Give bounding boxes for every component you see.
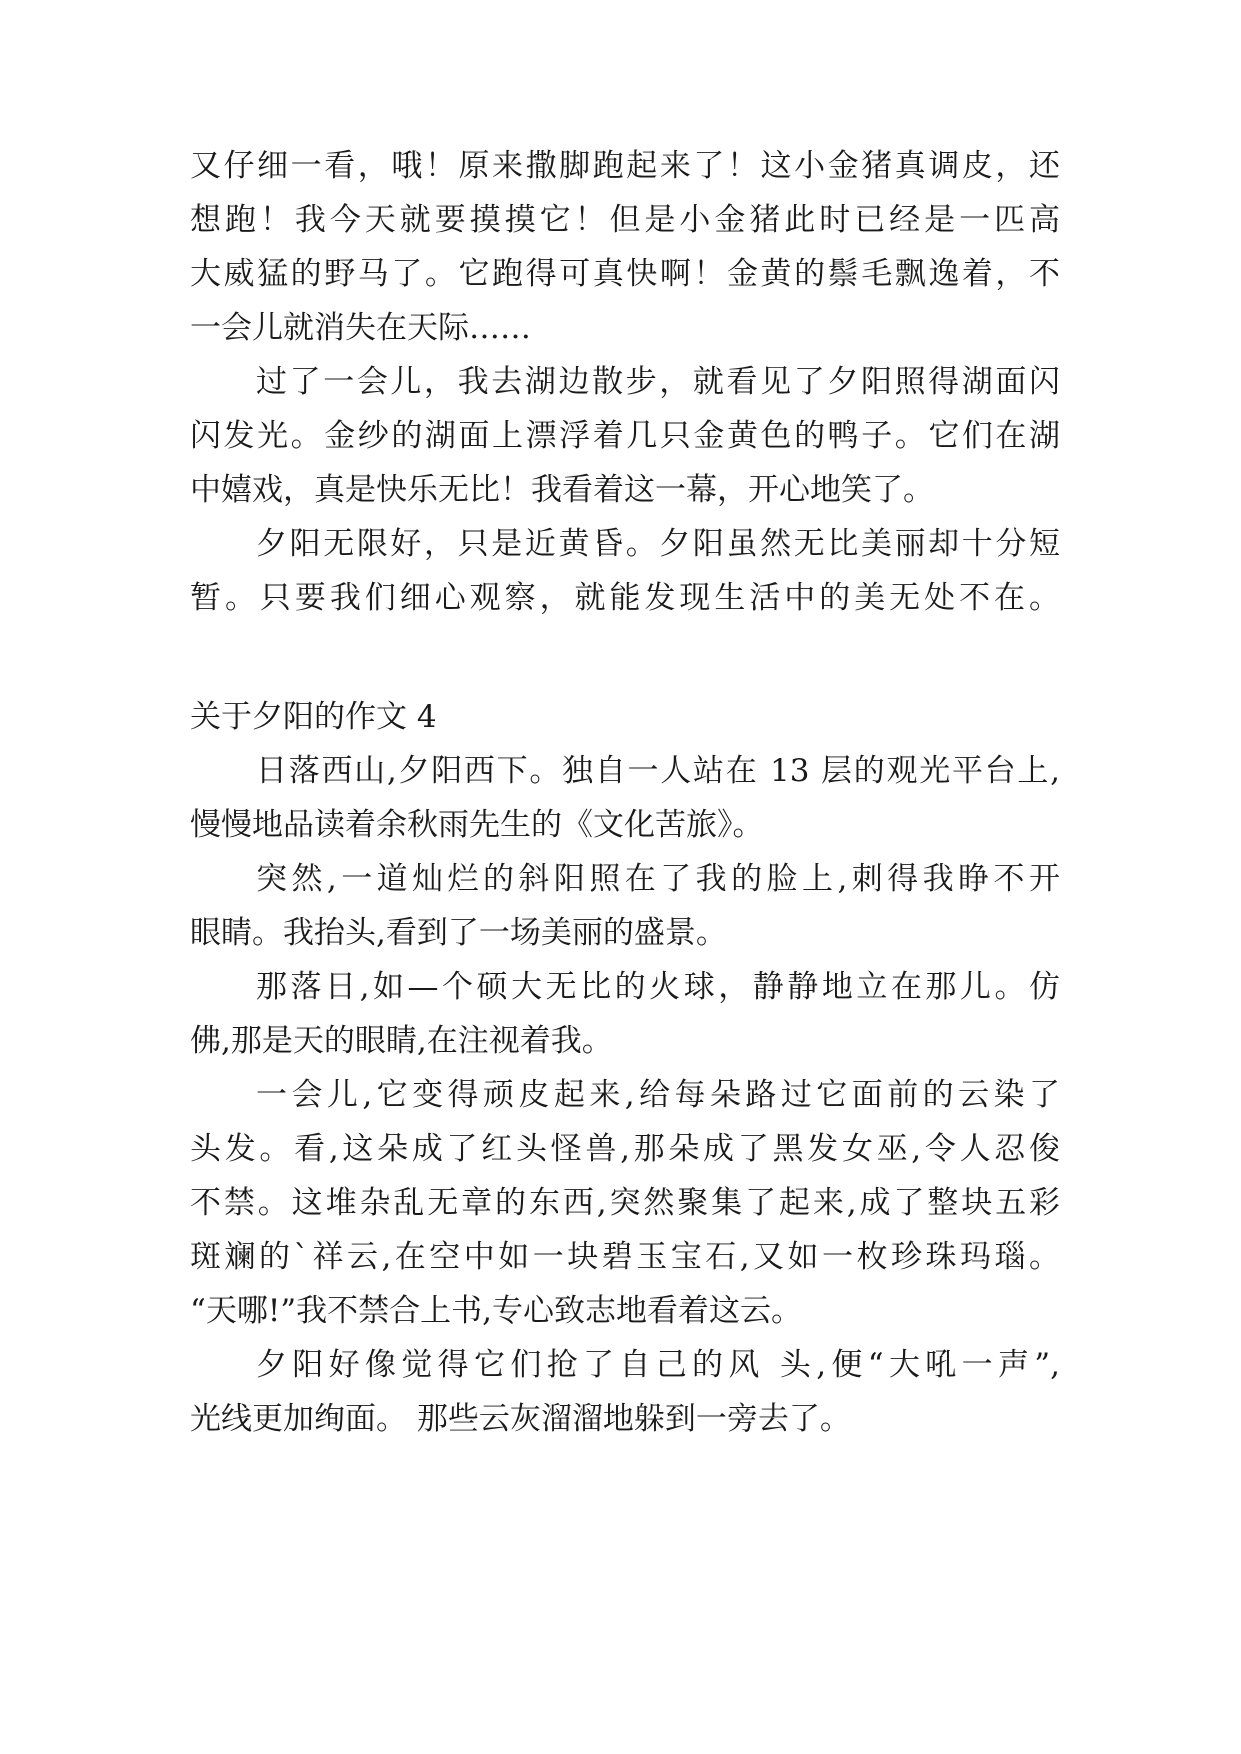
text-line: 那落日,如—个硕大无比的火球，静静地立在那儿。仿	[256, 969, 1060, 1005]
text-line: 暂。只要我们细心观察，就能发现生活中的美无处不在。	[190, 580, 1060, 616]
text-line: “天哪!”我不禁合上书,专心致志地看着这云。	[190, 1293, 803, 1329]
essay-title: 关于夕阳的作文 4	[190, 699, 437, 735]
text-line: 日落西山,夕阳西下。独自一人站在 13 层的观光平台上,	[256, 753, 1060, 789]
text-line: 眼睛。我抬头,看到了一场美丽的盛景。	[190, 915, 727, 951]
text-line: 大威猛的野马了。它跑得可真快啊！金黄的鬃毛飘逸着，不	[190, 256, 1060, 292]
text-line: 光线更加绚面。 那些云灰溜溜地躲到一旁去了。	[190, 1401, 851, 1437]
text-line: 佛,那是天的眼睛,在注视着我。	[190, 1023, 613, 1059]
text-line: 夕阳无限好，只是近黄昏。夕阳虽然无比美丽却十分短	[256, 526, 1060, 562]
text-line: 头发。看,这朵成了红头怪兽,那朵成了黑发女巫,令人忍俊	[190, 1131, 1060, 1167]
text-line: 一会儿就消失在天际……	[190, 310, 531, 346]
text-line: 一会儿,它变得顽皮起来,给每朵路过它面前的云染了	[256, 1077, 1060, 1113]
text-line: 斑斓的`祥云,在空中如一块碧玉宝石,又如一枚珍珠玛瑙。	[190, 1239, 1060, 1275]
text-line: 不禁。这堆杂乱无章的东西,突然聚集了起来,成了整块五彩	[190, 1185, 1060, 1221]
text-line: 过了一会儿，我去湖边散步，就看见了夕阳照得湖面闪	[256, 364, 1060, 400]
text-line: 又仔细一看，哦！原来撒脚跑起来了！这小金猪真调皮，还	[190, 148, 1060, 184]
text-line: 慢慢地品读着余秋雨先生的《文化苦旅》。	[190, 807, 764, 843]
text-line: 突然,一道灿烂的斜阳照在了我的脸上,刺得我睁不开	[256, 861, 1060, 897]
text-line: 闪发光。金纱的湖面上漂浮着几只金黄色的鸭子。它们在湖	[190, 418, 1060, 454]
text-line: 中嬉戏，真是快乐无比！我看着这一幕，开心地笑了。	[190, 472, 934, 508]
text-line: 夕阳好像觉得它们抢了自己的风 头,便“大吼一声”,	[256, 1347, 1060, 1383]
text-line: 想跑！我今天就要摸摸它！但是小金猪此时已经是一匹高	[190, 202, 1060, 238]
